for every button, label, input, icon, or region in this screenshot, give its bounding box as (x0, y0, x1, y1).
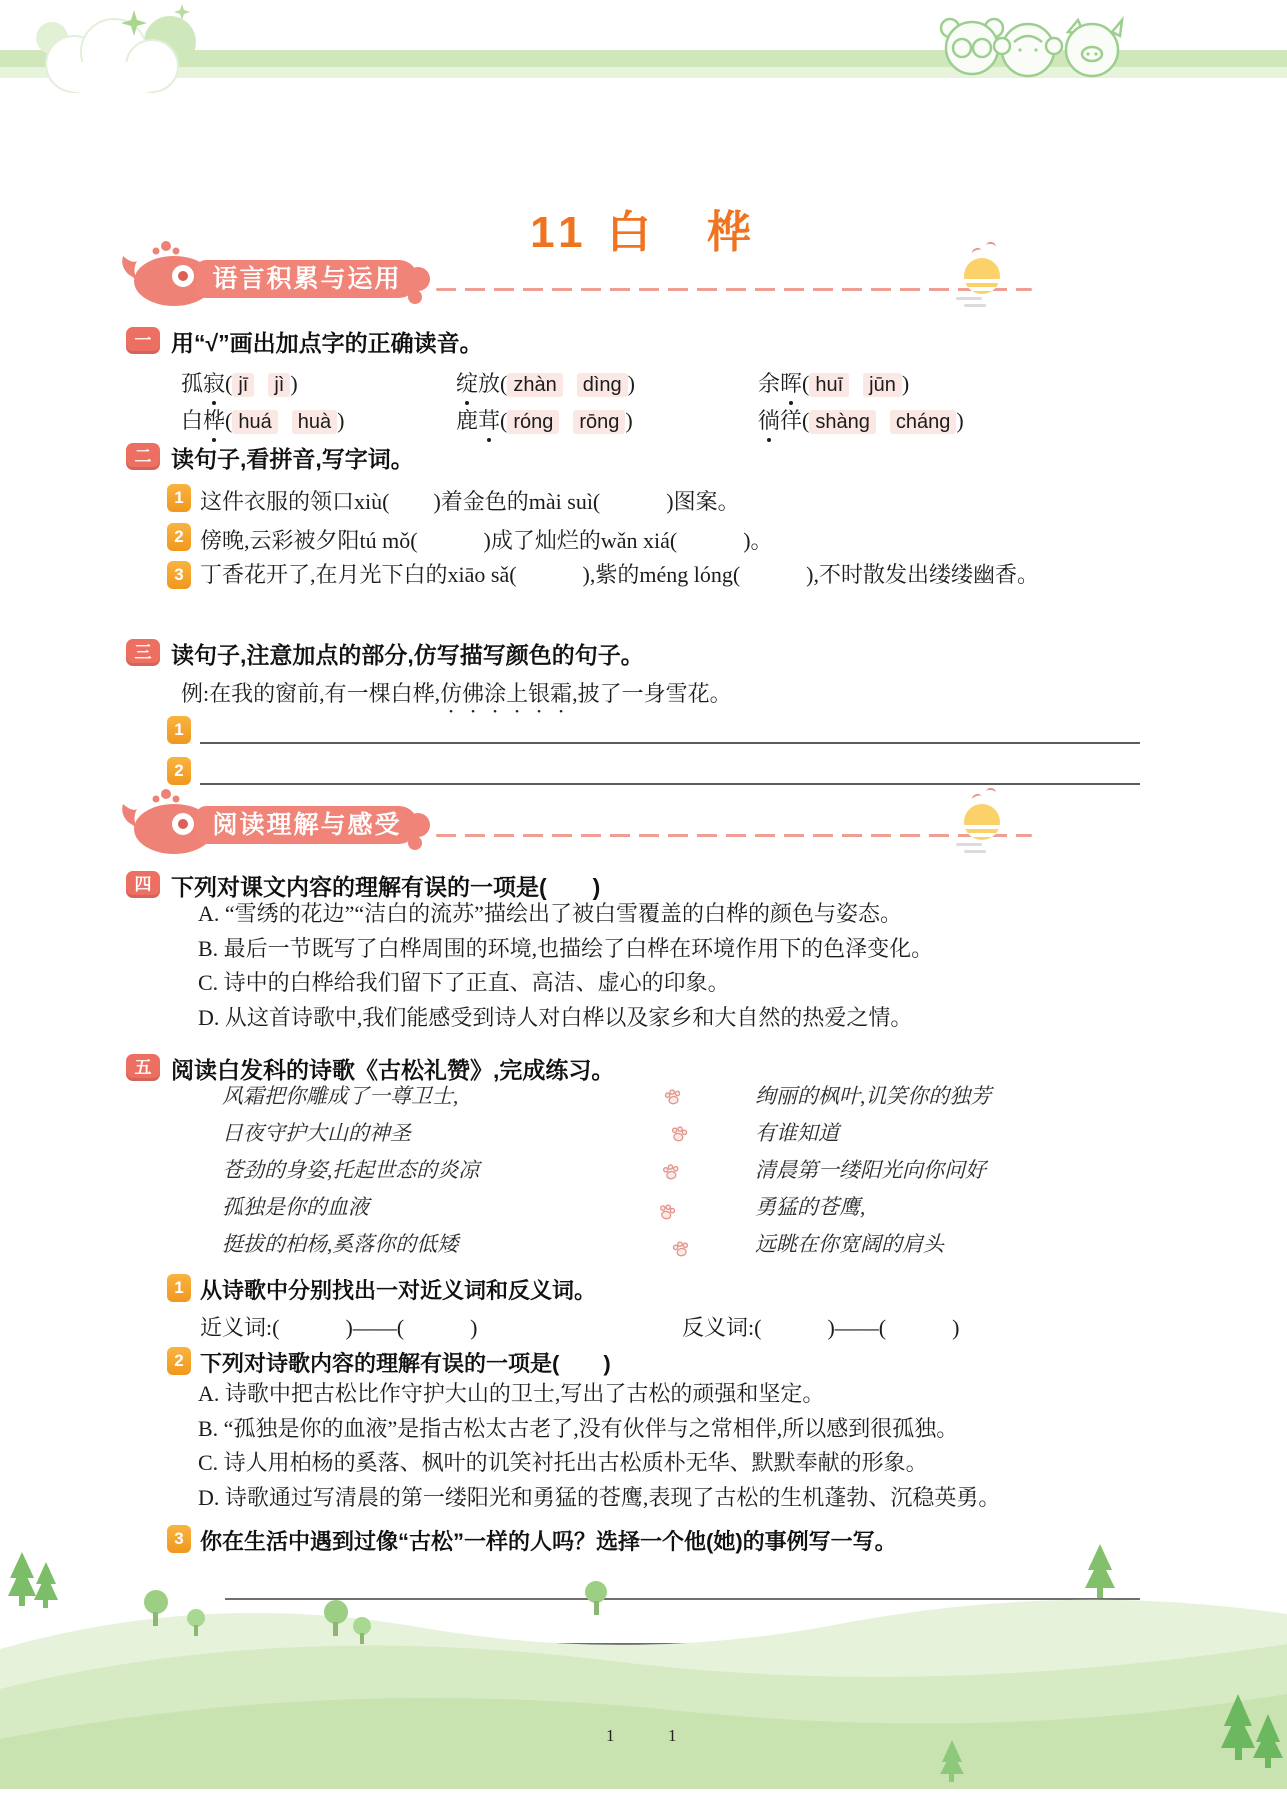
monkey-icon (994, 24, 1062, 76)
question-3-prompt: 读句子,注意加点的部分,仿写描写颜色的句子。 (171, 642, 644, 668)
question-2-prompt: 读句子,看拼音,写字词。 (171, 446, 414, 472)
word-part: 孤 (181, 371, 204, 396)
item-3-badge: 3 (167, 561, 191, 589)
question-4-prompt: 下列对课文内容的理解有误的一项是( ) (171, 874, 601, 900)
option-b[interactable]: B. “孤独是你的血液”是指古松太古老了,没有伙伴与之常相伴,所以感到很孤独。 (198, 1415, 959, 1441)
pinyin-option[interactable]: jī (232, 373, 254, 397)
pinyin-item: 余晖( huī jūn ) (758, 367, 909, 398)
pinyin-option[interactable]: huī (809, 373, 849, 397)
pinyin-item: 鹿茸( róng rōng ) (456, 404, 633, 435)
option-c[interactable]: C. 诗中的白桦给我们留下了正直、高洁、虚心的印象。 (198, 970, 730, 995)
sun-horizon-lines (956, 297, 996, 309)
pinyin-item: 绽放( zhàn dìng ) (456, 367, 635, 398)
sparkle-icon (971, 793, 983, 804)
question-4-badge: 四 (126, 871, 160, 898)
example-sentence (181, 677, 732, 718)
sub-3-prompt: 你在生活中遇到过像“古松”一样的人吗？选择一个他(她)的事例写一写。 (200, 1529, 897, 1554)
poem-line: 清晨第一缕阳光向你问好 (755, 1158, 986, 1182)
pinyin-option[interactable]: huá (232, 410, 277, 434)
sub-3-badge: 3 (167, 1525, 191, 1553)
antonym-blank[interactable]: 反义词:( )——( ) (682, 1315, 960, 1340)
sub-1-prompt: 从诗歌中分别找出一对近义词和反义词。 (200, 1278, 597, 1303)
fill-in-sentence: 这件衣服的领口xiù( )着金色的mài suì( )图案。 (200, 489, 740, 514)
synonym-blank[interactable]: 近义词:( )——( ) (200, 1315, 478, 1340)
pine-tree-icon (1085, 1544, 1115, 1598)
question-1-badge: 一 (126, 327, 160, 354)
poem-line: 风霜把你雕成了一尊卫士, (222, 1084, 459, 1108)
section-divider-dashes (436, 288, 1032, 291)
word-part: 放 (478, 371, 501, 396)
question-1-prompt: 用“√”画出加点字的正确读音。 (171, 330, 483, 356)
dotted-char: 茸 (478, 404, 500, 435)
option-a[interactable]: A. “雪绣的花边”“洁白的流苏”描绘出了被白雪覆盖的白桦的颜色与姿态。 (198, 901, 902, 926)
question-5-prompt: 阅读白发科的诗歌《古松礼赞》,完成练习。 (171, 1057, 615, 1083)
pinyin-option[interactable]: huà (292, 410, 337, 434)
cloud-decoration (22, 4, 212, 99)
sub-2-options (198, 1377, 1000, 1515)
poem-right-column (755, 1078, 991, 1263)
pinyin-option[interactable]: rōng (573, 410, 625, 434)
pinyin-option[interactable]: shàng (809, 410, 876, 434)
lesson-title: 11 白 桦 (530, 208, 757, 257)
word-part: 徉 (780, 408, 803, 433)
paw-icon (670, 1238, 691, 1259)
word-part: 鹿 (456, 408, 479, 433)
paw-icon (661, 1162, 681, 1182)
poem-line: 挺拔的柏杨,奚落你的低矮 (222, 1232, 459, 1256)
pig-icon (1066, 20, 1122, 76)
cloud-icon (22, 4, 212, 99)
dotted-char: 桦 (203, 404, 225, 435)
dotted-char: 晖 (780, 367, 802, 398)
example-pre: 例:在我的窗前,有一棵白桦, (181, 681, 441, 706)
poem-line: 勇猛的苍鹰, (755, 1195, 866, 1219)
option-a[interactable]: A. 诗歌中把古松比作守护大山的卫士,写出了古松的顽强和坚定。 (198, 1381, 825, 1406)
poem-left-column (222, 1078, 479, 1263)
dotted-char: 寂 (203, 367, 225, 398)
blank-2-badge: 2 (167, 757, 191, 785)
page-number-left: 1 (606, 1726, 615, 1745)
question-5-badge: 五 (126, 1054, 160, 1081)
option-b[interactable]: B. 最后一节既写了白桦周围的环境,也描绘了白桦在环境作用下的色泽变化。 (198, 935, 934, 961)
blank-1-badge: 1 (167, 716, 191, 744)
section-divider-dashes (436, 834, 1032, 837)
section-header-language: 语言积累与运用 (196, 260, 418, 298)
poem-line: 日夜守护大山的神圣 (222, 1121, 411, 1145)
poem-line: 孤独是你的血液 (222, 1195, 369, 1219)
poem-line: 有谁知道 (755, 1121, 839, 1145)
pinyin-option[interactable]: dìng (577, 373, 628, 397)
item-1-badge: 1 (167, 484, 191, 512)
pinyin-item: 徜徉( shàng cháng ) (758, 404, 964, 435)
sun-horizon-lines (956, 843, 996, 855)
animal-mascots (928, 12, 1128, 78)
word-part: 余 (758, 371, 781, 396)
paw-icon (656, 1201, 678, 1223)
fill-in-sentence: 丁香花开了,在月光下白的xiāo sǎ( ),紫的méng lóng( ),不时散发出缕缕幽香。 (200, 562, 1039, 587)
sub-2-badge: 2 (167, 1347, 191, 1375)
pinyin-option[interactable]: zhàn (507, 373, 562, 397)
pinyin-item: 白桦( huá huà ) (181, 404, 344, 435)
paw-icon (663, 1087, 684, 1108)
pinyin-item: 孤寂( jī jì ) (181, 367, 298, 398)
dotted-char: 绽 (456, 367, 478, 398)
sub-1-badge: 1 (167, 1274, 191, 1302)
word-part: 白 (181, 408, 204, 433)
question-4-options (198, 897, 933, 1035)
sub-2-prompt: 下列对诗歌内容的理解有误的一项是( ) (200, 1351, 611, 1376)
paw-icon (668, 1123, 689, 1144)
page-number-right: 1 (668, 1726, 677, 1745)
pine-tree-icon (8, 1552, 58, 1608)
option-d[interactable]: D. 诗歌通过写清晨的第一缕阳光和勇猛的苍鹰,表现了古松的生机蓬勃、沉稳英勇。 (198, 1484, 1001, 1510)
pinyin-option[interactable]: cháng (890, 410, 957, 434)
example-post: ,披了一身雪花。 (572, 681, 732, 706)
pinyin-option[interactable]: jūn (863, 373, 902, 397)
question-2-badge: 二 (126, 443, 160, 470)
poem-line: 苍劲的身姿,托起世态的炎凉 (222, 1158, 480, 1182)
answer-line[interactable] (200, 757, 1140, 785)
sparkle-icon (985, 787, 996, 796)
dotted-char: 徜 (758, 404, 780, 435)
section-header-reading: 阅读理解与感受 (196, 806, 418, 844)
option-c[interactable]: C. 诗人用柏杨的奚落、枫叶的讥笑衬托出古松质朴无华、默默奉献的形象。 (198, 1450, 928, 1475)
sun-icon (964, 258, 1000, 294)
hills-decoration (0, 1544, 1287, 1789)
item-2-badge: 2 (167, 523, 191, 551)
answer-line[interactable] (200, 716, 1140, 744)
pinyin-option[interactable]: jì (268, 373, 290, 397)
question-3-badge: 三 (126, 639, 160, 666)
example-emphasized: 仿佛涂上银霜 (440, 681, 573, 706)
fill-in-sentence: 傍晚,云彩被夕阳tú mǒ( )成了灿烂的wǎn xiá( )。 (200, 528, 773, 553)
poem-line: 绚丽的枫叶,讥笑你的独芳 (755, 1084, 992, 1108)
poem-line: 远眺在你宽阔的肩头 (755, 1232, 944, 1256)
sun-icon (964, 804, 1000, 840)
option-d[interactable]: D. 从这首诗歌中,我们能感受到诗人对白桦以及家乡和大自然的热爱之情。 (198, 1004, 913, 1030)
pinyin-option[interactable]: róng (507, 410, 559, 434)
